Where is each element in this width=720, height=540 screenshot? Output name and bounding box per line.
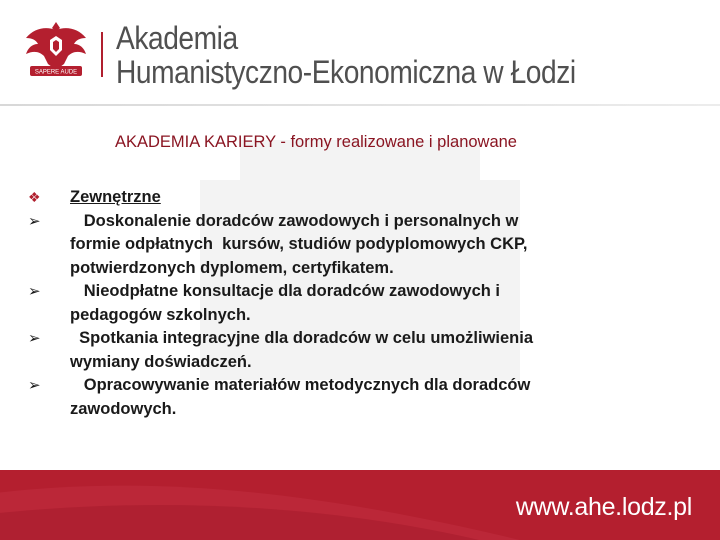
logo-text: SAPERE AUDE: [34, 69, 78, 76]
list-item-text: wymiany doświadczeń.: [70, 352, 252, 371]
arrow-bullet-icon: ➢: [28, 212, 41, 230]
institution-name-line1: Akademia: [116, 20, 238, 56]
list-item-text: potwierdzonych dyplomem, certyfikatem.: [70, 258, 394, 277]
diamond-bullet-icon: ❖: [28, 189, 41, 205]
list-item: [28, 280, 708, 327]
list-item-text: Opracowywanie materiałów metodycznych dla doradców: [70, 376, 531, 394]
list-item-text: formie odpłatnych kursów, studiów podyplomowych CKP,: [70, 235, 528, 253]
arrow-bullet-icon: ➢: [28, 330, 41, 347]
website-link[interactable]: www.ahe.lodz.pl: [515, 493, 692, 521]
list-item: [28, 374, 708, 421]
footer-bar: [0, 470, 720, 540]
footer-swoosh: [0, 470, 540, 540]
list-item-text: Spotkania integracyjne dla doradców w celu umożliwienia: [70, 329, 534, 347]
slide-subtitle: AKADEMIA KARIERY - formy realizowane i planowane: [115, 133, 517, 151]
list-item: [28, 327, 708, 374]
institution-name-line2: Humanistyczno-Ekonomiczna w Łodzi: [116, 54, 576, 90]
list-item: [28, 210, 708, 281]
header: [0, 0, 720, 105]
header-divider: [101, 32, 103, 77]
list-item-text: Nieodpłatne konsultacje dla doradców zawodowych i: [70, 282, 500, 300]
eagle-logo-icon: [22, 18, 90, 80]
list-item-text: zawodowych.: [70, 399, 177, 418]
header-separator: [0, 104, 720, 106]
arrow-bullet-icon: ➢: [28, 377, 41, 394]
list-item-text: Doskonalenie doradców zawodowych i personalnych w: [70, 211, 519, 230]
heading-text: Zewnętrzne: [70, 188, 161, 206]
arrow-bullet-icon: ➢: [28, 283, 41, 300]
list-heading: [28, 186, 708, 210]
content-list: [28, 186, 708, 421]
list-item-text: pedagogów szkolnych.: [70, 305, 251, 324]
